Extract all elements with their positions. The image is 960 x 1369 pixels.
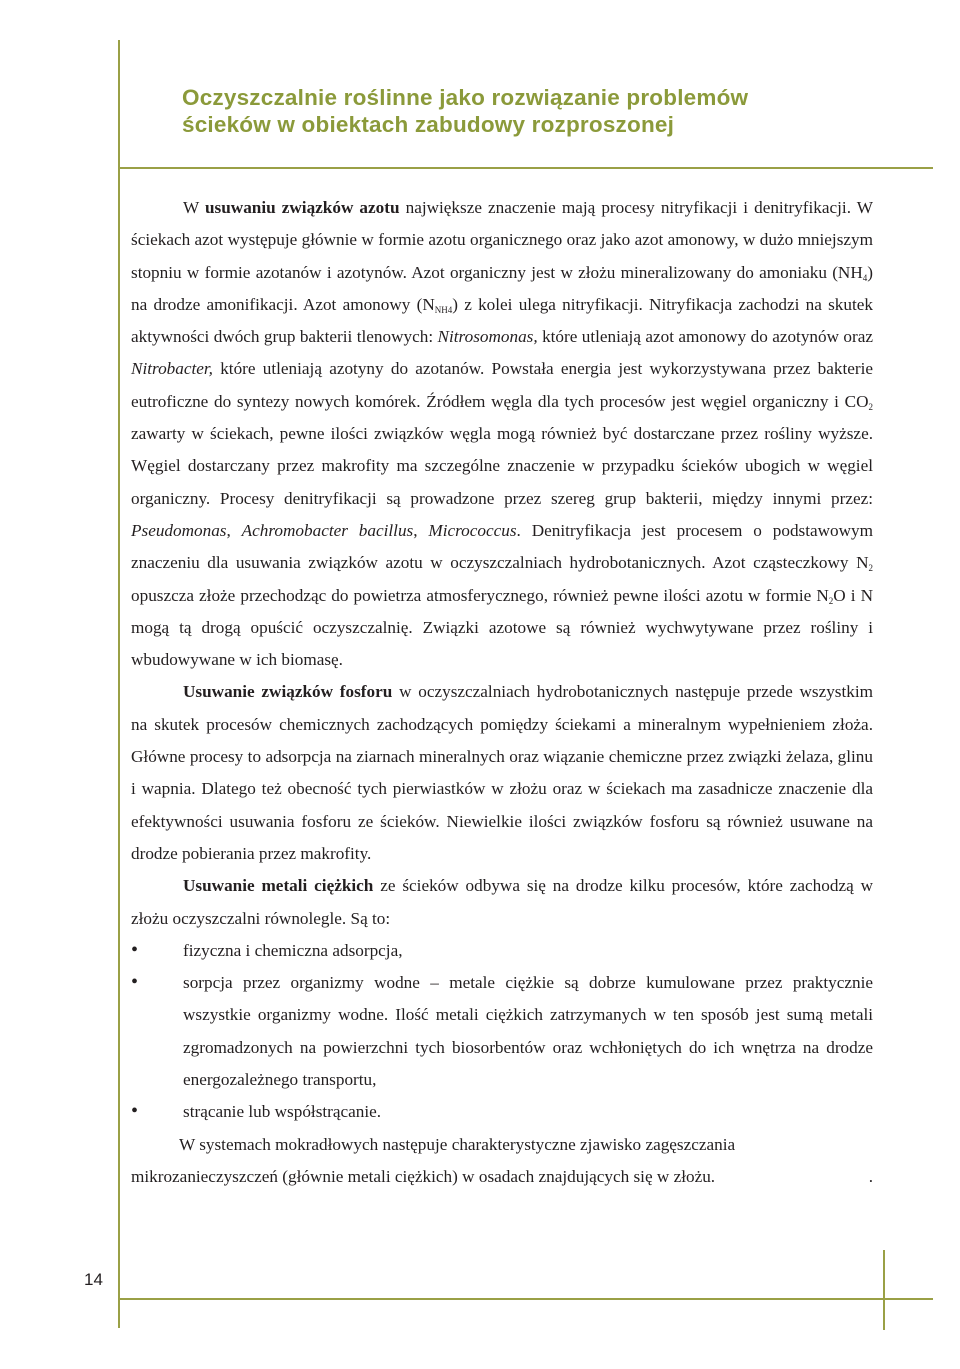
right-vertical-rule xyxy=(883,1250,885,1330)
body-text xyxy=(131,192,873,1193)
paragraph-nitrogen: W usuwaniu związków azotu największe znaczenie mają procesy nitryfikacji i denitryfikacji. W ściekach azot występuje głównie w formie azotu organicznego oraz jako azot amonowy, w dużo mniejszym stopniu w formie azotanów i azotynów. Azot organiczny jest w złożu mineralizowany do amoniaku $(NH_4)$ na drodze amonifikacji. Azot amonowy $(N_{NH4})$ z kolei ulega nitryfikacji. Nitryfikacja zachodzi na skutek aktywności dwóch grup bakterii tlenowych: Nitrosomonas, które utleniają azot amonowy do azotynów oraz Nitrobacter, które utleniają azotyny do azotanów. Powstała energia jest wykorzystywana przez bakterie eutroficzne do syntezy nowych komórek. Źródłem węgla dla tych procesów jest węgiel organiczny i $CO_2$ zawarty w ściekach, pewne ilości związków węgla mogą również być dostarczane przez rośliny wyższe. Węgiel dostarczany przez makrofity ma szczególne znaczenie w przypadku ścieków ubogich w węgiel organiczny. Procesy denitryfikacji są prowadzone przez szereg grup bakterii, między innymi przez: Pseudomonas, Achromobacter bacillus, Micrococcus. Denitryfikacja jest procesem o podstawowym znaczeniu dla usuwania związków azotu w oczyszczalniach hydrobotanicznych. Azot cząsteczkowy $N_2$ opuszcza złoże przechodząc do powietrza atmosferycznego, również pewne ilości azotu w formie $N_2O$ i N mogą tą drogą opuścić oczyszczalnię. Związki azotowe są również wychwytywane przez rośliny i wbudowywane w ich biomasę. xyxy=(131,198,874,670)
header-horizontal-rule xyxy=(118,167,933,169)
page-number: 14 xyxy=(84,1270,103,1289)
closing-line-2: mikrozanieczyszczeń (głównie metali ciężkich) w osadach znajdujących się w złożu. . xyxy=(131,1166,873,1186)
list-item: • sorpcja przez organizmy wodne – metale ciężkie są dobrze kumulowane przez praktycznie wszystkie organizmy wodne. Ilość metali ciężkich zatrzymanych w ten sposób jest sumą metali zgromadzonych na powierzchni tych biosorbentów oraz wchłoniętych do ich wnętrza na drodze energozależnego transportu, xyxy=(131,967,873,1096)
heading-nitrogen: usuwaniu związków azotu xyxy=(204,198,400,217)
heading-metals: Usuwanie metali ciężkich xyxy=(183,876,374,896)
footer-horizontal-rule xyxy=(118,1298,933,1300)
heading-phosphorus: Usuwanie związków fosforu xyxy=(183,682,393,702)
paragraph-metals: Usuwanie metali ciężkich ze ścieków odbywa się na drodze kilku procesów, które zachodzą w złożu oczyszczalni równolegle. Są to: xyxy=(131,876,873,928)
list-item: • strącanie lub współstrącanie. xyxy=(131,1096,873,1128)
closing-line-1: W systemach mokradłowych następuje charakterystyczne zjawisko zagęszczania xyxy=(179,1134,736,1154)
left-vertical-rule xyxy=(118,40,120,1328)
paragraph-phosphorus: Usuwanie związków fosforu w oczyszczalniach hydrobotanicznych następuje przede wszystkim na skutek procesów chemicznych zachodzących pomiędzy ściekami a mineralnym wypełnieniem złoża. Główne procesy to adsorpcja na ziarnach mineralnych oraz wiązanie chemiczne przez związki żelaza, glinu i wapnia. Dlatego też obecność tych pierwiastków w złożu oraz w ściekach ma zasadnicze znaczenie dla efektywności usuwania fosforu ze ścieków. Niewielkie ilości związków fosforu są również usuwane na drodze pobierania przez makrofity. xyxy=(131,682,873,863)
list-item: • fizyczna i chemiczna adsorpcja, xyxy=(131,935,873,967)
metals-process-list xyxy=(131,935,873,1129)
page-title-line1: Oczyszczalnie roślinne jako rozwiązanie problemów xyxy=(182,85,749,110)
page-title-line2: ścieków w obiektach zabudowy rozproszonej xyxy=(182,112,675,137)
page-title xyxy=(182,84,882,138)
